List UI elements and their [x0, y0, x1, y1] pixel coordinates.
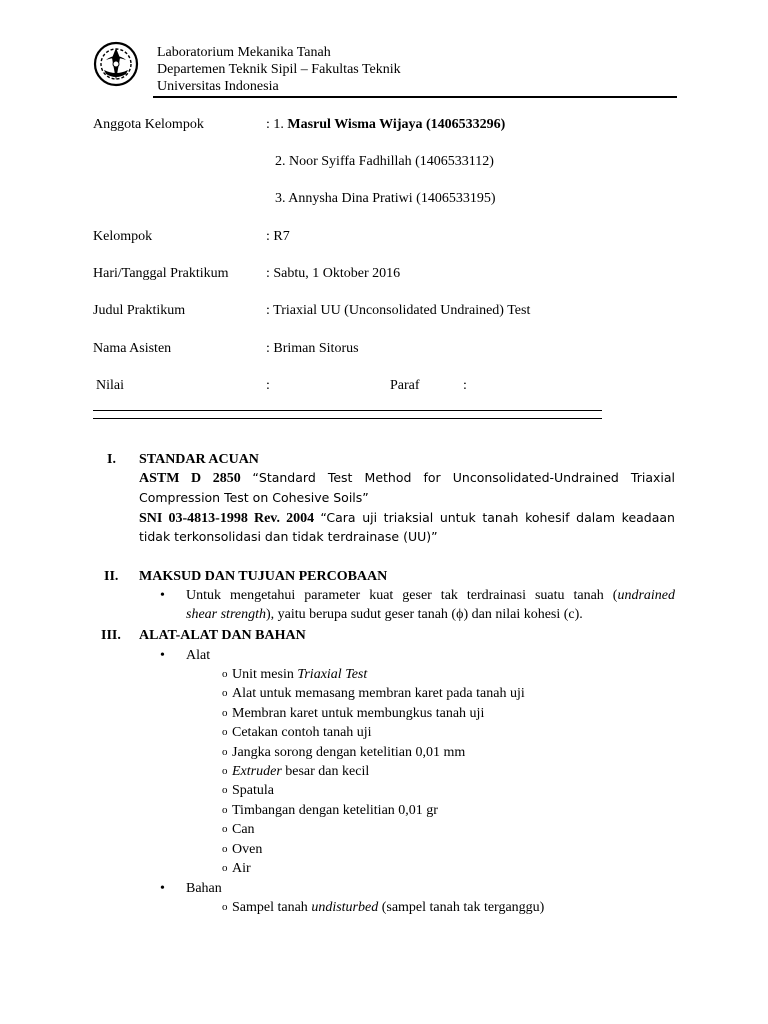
sub-bullet-icon: o [222, 803, 228, 816]
sub-bullet-icon: o [222, 901, 228, 913]
makara-logo-icon [92, 40, 140, 88]
bahan-label: Bahan [186, 881, 222, 896]
alat-item: Timbangan dengan ketelitian 0,01 gr [232, 802, 438, 818]
sub-bullet-icon: o [222, 687, 228, 700]
university-logo [92, 40, 140, 88]
bullet-icon: • [160, 648, 165, 663]
sub-bullet-icon: o [222, 842, 228, 855]
header-university: Universitas Indonesia [157, 79, 279, 94]
tanggal-label: Hari/Tanggal Praktikum [93, 266, 229, 281]
kelompok-value: : R7 [266, 229, 290, 244]
sub-bullet-icon: o [222, 726, 228, 739]
section-3-number: III. [101, 628, 121, 643]
astm-line-1 [139, 470, 675, 488]
sni-title-2: tidak terkonsolidasi dan tidak terdrainase (UU)” [139, 529, 438, 544]
bullet-icon: • [160, 588, 165, 603]
anggota-1: Masrul Wisma Wijaya (1406533296) [287, 117, 506, 132]
alat-label: Alat [186, 648, 211, 663]
judul-value: : Triaxial UU (Unconsolidated Undrained) Test [266, 303, 531, 318]
section-2-title: MAKSUD DAN TUJUAN PERCOBAAN [139, 569, 388, 584]
bullet-icon: • [160, 881, 165, 896]
section-3-title: ALAT-ALAT DAN BAHAN [139, 628, 306, 643]
alat-item: Oven [232, 841, 263, 857]
alat-item: Spatula [232, 783, 274, 799]
tanggal-value: : Sabtu, 1 Oktober 2016 [266, 266, 401, 281]
tujuan-line-1: Untuk mengetahui parameter kuat geser tak terdrainasi suatu tanah (undrained [186, 588, 675, 603]
alat-item: Cetakan contoh tanah uji [232, 725, 372, 741]
header-lab: Laboratorium Mekanika Tanah [157, 45, 331, 60]
anggota-label: Anggota Kelompok [93, 117, 204, 132]
section-1-title: STANDAR ACUAN [139, 452, 259, 467]
section-1-number: I. [107, 452, 116, 467]
kelompok-label: Kelompok [93, 229, 153, 244]
anggota-value: : 1. Masrul Wisma Wijaya (1406533296) [266, 117, 506, 132]
asisten-label: Nama Asisten [93, 341, 172, 356]
paraf-value: : [463, 378, 467, 393]
header-divider [153, 96, 677, 98]
alat-item: Air [232, 861, 251, 876]
bahan-item: Sampel tanah undisturbed (sampel tanah tak terganggu) [232, 900, 545, 915]
paraf-label: Paraf [390, 378, 420, 393]
astm-code: ASTM D 2850 [139, 471, 241, 486]
sub-bullet-icon: o [222, 784, 228, 797]
sub-bullet-icon: o [222, 668, 228, 680]
info-divider-2 [93, 418, 602, 419]
nilai-label: Nilai [96, 378, 124, 393]
header-department: Departemen Teknik Sipil – Fakultas Teknik [157, 62, 401, 77]
alat-item: Extruder besar dan kecil [232, 764, 370, 779]
sni-code: SNI 03-4813-1998 Rev. 2004 [139, 511, 315, 526]
tujuan-line-2: shear strength), yaitu berupa sudut geser tanah (ϕ) dan nilai kohesi (c). [186, 607, 583, 622]
alat-item: Can [232, 822, 255, 838]
info-divider-1 [93, 410, 602, 411]
asisten-value: : Briman Sitorus [266, 341, 359, 356]
sni-line-1 [139, 510, 675, 528]
alat-item: Membran karet untuk membungkus tanah uji [232, 705, 485, 721]
sub-bullet-icon: o [222, 823, 228, 836]
sub-bullet-icon: o [222, 765, 228, 777]
sub-bullet-icon: o [222, 862, 228, 874]
alat-item: Unit mesin Triaxial Test [232, 667, 368, 682]
sub-bullet-icon: o [222, 706, 228, 719]
astm-title-1: “Standard Test Method for Unconsolidated-Undrained Triaxial [252, 470, 676, 485]
sub-bullet-icon: o [222, 745, 228, 758]
anggota-2: 2. Noor Syiffa Fadhillah (1406533112) [275, 154, 494, 169]
judul-label: Judul Praktikum [93, 303, 186, 318]
astm-title-2: Compression Test on Cohesive Soils” [139, 490, 369, 505]
alat-item: Jangka sorong dengan ketelitian 0,01 mm [232, 744, 466, 760]
sni-title-1: “Cara uji triaksial untuk tanah kohesif dalam keadaan [320, 510, 675, 525]
alat-item: Alat untuk memasang membran karet pada tanah uji [232, 686, 525, 702]
section-2-number: II. [104, 569, 119, 584]
nilai-value: : [266, 378, 270, 393]
anggota-3: 3. Annysha Dina Pratiwi (1406533195) [275, 191, 496, 206]
